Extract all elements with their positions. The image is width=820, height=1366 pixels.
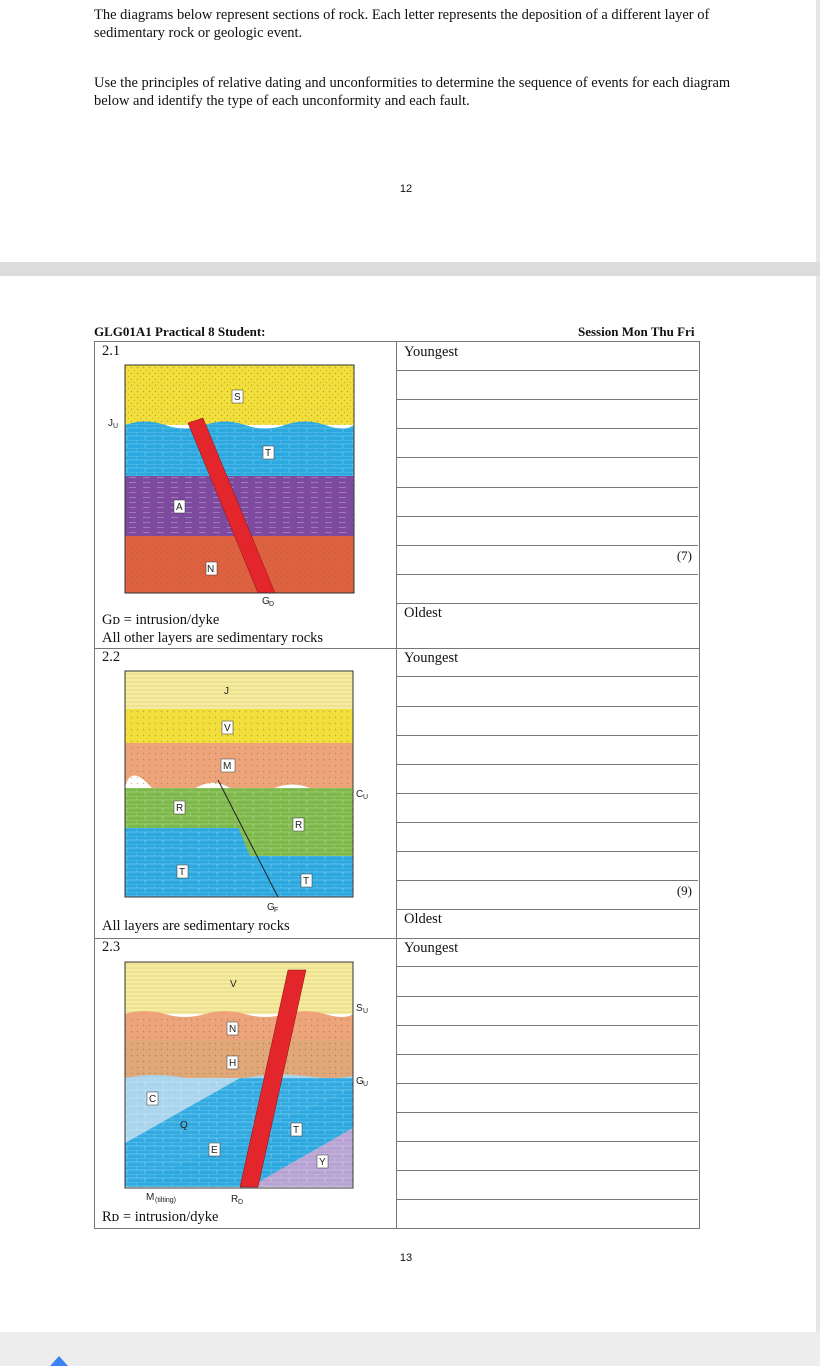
label-S <box>232 390 243 403</box>
youngest-label: Youngest <box>404 650 459 666</box>
svg-text:U: U <box>363 794 369 801</box>
diagram-2-2 <box>100 668 390 918</box>
answer-line <box>396 1141 698 1142</box>
label-GD <box>262 596 274 608</box>
answer-line <box>396 457 698 458</box>
label-N <box>206 562 217 575</box>
youngest-label: Youngest <box>404 344 459 360</box>
svg-text:T: T <box>179 867 186 878</box>
answer-line <box>396 764 698 765</box>
svg-text:Y: Y <box>319 1157 326 1168</box>
answer-line <box>396 966 698 967</box>
label-R-right <box>293 818 304 831</box>
answer-line <box>396 1054 698 1055</box>
youngest-label: Youngest <box>404 940 459 956</box>
svg-text:R: R <box>295 820 303 831</box>
bottom-gutter <box>0 1332 820 1366</box>
label-JU <box>108 418 118 430</box>
label-RD <box>231 1194 243 1206</box>
svg-text:Q: Q <box>180 1120 188 1131</box>
label-C <box>147 1092 158 1105</box>
label-Q <box>180 1120 188 1131</box>
answer-line <box>396 1199 698 1200</box>
section-2-3-label: 2.3 <box>102 939 121 955</box>
svg-text:T: T <box>303 876 310 887</box>
section-2-2-label: 2.2 <box>102 649 121 665</box>
answer-line <box>396 735 698 736</box>
svg-text:T: T <box>293 1125 300 1136</box>
label-T-right <box>301 874 312 887</box>
svg-text:N: N <box>229 1024 237 1035</box>
label-N <box>227 1022 238 1035</box>
svg-text:S: S <box>234 392 241 403</box>
scroll-up-indicator-icon[interactable] <box>50 1356 68 1366</box>
svg-text:D: D <box>269 601 275 608</box>
label-J <box>224 686 229 697</box>
label-M <box>221 759 235 772</box>
label-GU <box>356 1076 368 1088</box>
answer-line <box>396 545 698 546</box>
svg-text:R: R <box>231 1194 239 1205</box>
label-Y <box>317 1155 328 1168</box>
page-number-bottom: 13 <box>399 1252 413 1264</box>
label-T <box>263 446 274 459</box>
header-left: GLG01A1 Practical 8 Student: <box>94 324 266 339</box>
answer-line <box>396 706 698 707</box>
label-CU <box>356 789 368 801</box>
svg-text:A: A <box>176 502 183 513</box>
note-2-1-a: Gᴅ = intrusion/dyke <box>102 612 220 628</box>
label-V <box>230 979 237 990</box>
page-separator <box>0 262 820 276</box>
svg-text:T: T <box>265 448 272 459</box>
answer-line <box>396 880 698 881</box>
svg-text:G: G <box>356 1076 364 1087</box>
answer-line <box>396 793 698 794</box>
oldest-label: Oldest <box>404 605 442 621</box>
answer-column-2-3 <box>396 938 698 1228</box>
answer-column-2-2 <box>396 648 698 938</box>
answer-column-2-1 <box>396 342 698 648</box>
answer-line <box>396 909 698 910</box>
oldest-label: Oldest <box>404 911 442 927</box>
answer-line <box>396 1083 698 1084</box>
page-top <box>0 0 816 262</box>
label-SU <box>356 1003 368 1015</box>
note-2-2: All layers are sedimentary rocks <box>102 918 290 934</box>
marks-2-2: (9) <box>676 883 692 898</box>
answer-line <box>396 603 698 604</box>
label-GF <box>267 902 278 914</box>
answer-line <box>396 428 698 429</box>
svg-text:V: V <box>230 979 237 990</box>
svg-text:D: D <box>238 1199 244 1206</box>
answer-line <box>396 516 698 517</box>
label-H <box>227 1056 238 1069</box>
svg-text:(tilting): (tilting) <box>155 1197 177 1204</box>
svg-text:J: J <box>224 686 229 697</box>
answer-line <box>396 851 698 852</box>
answer-line <box>396 487 698 488</box>
answer-line <box>396 574 698 575</box>
answer-line <box>396 1025 698 1026</box>
label-A <box>174 500 185 513</box>
svg-text:N: N <box>207 564 215 575</box>
svg-text:V: V <box>224 723 231 734</box>
answer-line <box>396 1112 698 1113</box>
svg-text:C: C <box>149 1094 157 1105</box>
svg-text:G: G <box>267 902 275 913</box>
svg-text:U: U <box>363 1081 369 1088</box>
svg-text:R: R <box>176 803 184 814</box>
note-2-1-b: All other layers are sedimentary rocks <box>102 630 324 646</box>
answer-line <box>396 822 698 823</box>
svg-text:G: G <box>262 596 270 607</box>
intro-paragraph-1: The diagrams below represent sections of rock. Each letter represents the deposition of a different layer of sedimentary rock or geologic event. <box>94 7 710 41</box>
label-V <box>222 721 233 734</box>
diagram-2-1 <box>100 360 370 610</box>
label-R-left <box>174 801 185 814</box>
marks-2-1: (7) <box>676 548 692 563</box>
intro-paragraph-2: Use the principles of relative dating and unconformities to determine the sequence of events for each diagram below and identify the type of each unconformity and each fault. <box>94 75 731 109</box>
svg-text:U: U <box>363 1008 369 1015</box>
note-2-3: Rᴅ = intrusion/dyke <box>102 1209 219 1225</box>
label-T-left <box>177 865 188 878</box>
header-right: Session Mon Thu Fri <box>578 324 695 339</box>
answer-line <box>396 370 698 371</box>
answer-line <box>396 1170 698 1171</box>
svg-text:M: M <box>223 761 232 772</box>
answer-line <box>396 676 698 677</box>
page-number-top: 12 <box>399 183 413 195</box>
svg-text:S: S <box>356 1003 363 1014</box>
svg-text:E: E <box>211 1145 218 1156</box>
svg-text:J: J <box>108 418 113 429</box>
label-T <box>291 1123 302 1136</box>
svg-text:C: C <box>356 789 364 800</box>
section-2-1-label: 2.1 <box>102 343 121 359</box>
svg-text:F: F <box>274 907 279 914</box>
label-M-tilting <box>146 1192 176 1204</box>
diagram-2-3 <box>100 958 390 1208</box>
label-E <box>209 1143 220 1156</box>
answer-line <box>396 996 698 997</box>
svg-text:U: U <box>113 423 119 430</box>
svg-text:M: M <box>146 1192 155 1203</box>
answer-line <box>396 399 698 400</box>
svg-text:H: H <box>229 1058 237 1069</box>
